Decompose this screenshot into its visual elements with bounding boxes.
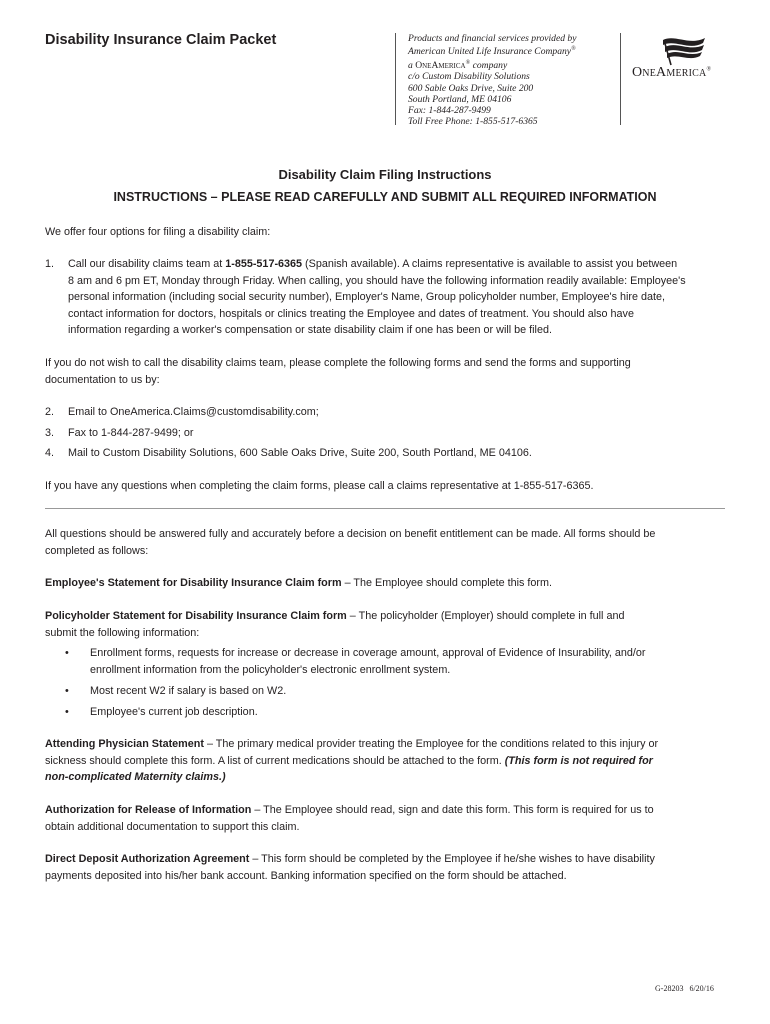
text-run: – The primary medical provider treating the Employee for the conditions related to this injury or (203, 738, 659, 750)
all-questions-paragraph (45, 526, 725, 559)
text-line (45, 802, 725, 819)
intro-text: We offer four options for filing a disability claim: (45, 226, 271, 238)
list-number: 4. (45, 447, 55, 459)
section-divider (45, 508, 725, 509)
text-line: 8 am and 6 pm ET, Monday through Friday. When calling, you should have the following information readily available: Employee's (68, 274, 686, 287)
form-footer (655, 984, 714, 993)
registered-mark: ® (706, 66, 712, 73)
text-line: enrollment information from the policyholder's electronic enrollment system. (90, 663, 451, 676)
provider-line: c/o Custom Disability Solutions (408, 71, 530, 83)
form-name: Direct Deposit Authorization Agreement (45, 853, 250, 865)
form-name: Attending Physician Statement (45, 738, 204, 750)
bullet-glyph: • (65, 706, 69, 718)
flag-logo-icon (657, 34, 709, 66)
registered-mark: ® (465, 59, 471, 66)
text-run: Call our disability claims team at (68, 258, 226, 270)
maternity-note: (This form is not required for (504, 754, 653, 767)
list-text (68, 256, 728, 339)
provider-suffix: company (470, 59, 508, 71)
list-number: 3. (45, 427, 55, 439)
text-line (68, 256, 728, 273)
provider-prefix: a (408, 59, 416, 71)
text-run: – The Employee should complete this form. (341, 577, 553, 589)
provider-line (408, 44, 620, 57)
form-date: 6/20/16 (689, 984, 714, 993)
text-line: information regarding a worker's compensation or state disability claim if one has been or will be filed. (68, 324, 552, 336)
provider-phone: Toll Free Phone: 1-855-517-6365 (408, 116, 538, 128)
logo-wordmark (632, 65, 711, 81)
list-text: Fax to 1-844-287-9499; or (68, 427, 194, 439)
list-number: 1. (45, 258, 55, 270)
maternity-note: non-complicated Maternity claims.) (45, 771, 226, 783)
form-name: Authorization for Release of Information (45, 804, 252, 816)
list-text: Most recent W2 if salary is based on W2. (90, 685, 287, 697)
list-number: 2. (45, 406, 55, 418)
logo-text: OneAmerica (632, 65, 707, 80)
list-text (90, 645, 710, 678)
text-line: contact information for doctors, hospitals or clinics treating the Employee and dates of treatment. You should also have (68, 307, 634, 320)
form-name: Policyholder Statement for Disability Insurance Claim form (45, 610, 347, 622)
text-line (45, 753, 725, 770)
questions-text: If you have any questions when completing the claim forms, please call a claims representative at 1-855-517-6365. (45, 480, 594, 492)
text-line: If you do not wish to call the disability claims team, please complete the following forms and send the forms and supporting (45, 357, 631, 369)
provider-line (408, 58, 620, 71)
provider-line: 600 Sable Oaks Drive, Suite 200 (408, 82, 534, 94)
text-run: (Spanish available). A claims representative is available to assist you between (302, 258, 678, 270)
claims-phone: 1-855-517-6365 (225, 258, 303, 270)
list-text: Employee's current job description. (90, 706, 258, 718)
document-title: Disability Insurance Claim Packet (45, 32, 277, 48)
list-text: Mail to Custom Disability Solutions, 600 Sable Oaks Drive, Suite 200, South Portland, ME 04106. (68, 447, 532, 459)
text-run: – This form should be completed by the Employee if he/she wishes to have disability (249, 853, 655, 865)
text-line: personal information (including social security number), Employer's Name, Group policyholder number, Employee's hire date, (68, 291, 666, 303)
text-line: obtain additional documentation to support this claim. (45, 820, 300, 833)
authorization-paragraph (45, 802, 725, 835)
instructions-heading: INSTRUCTIONS – PLEASE READ CAREFULLY AND SUBMIT ALL REQUIRED INFORMATION (113, 190, 657, 204)
policyholder-statement-paragraph (45, 608, 725, 641)
direct-deposit-paragraph (45, 851, 725, 884)
form-name: Employee's Statement for Disability Insurance Claim form (45, 577, 342, 589)
registered-mark: ® (571, 46, 576, 53)
list-text: Email to OneAmerica.Claims@customdisability.com; (68, 406, 319, 418)
bullet-glyph: • (65, 647, 69, 659)
form-number: G-28203 (655, 984, 684, 993)
provider-brand: OneAmerica (415, 59, 466, 71)
text-line: completed as follows: (45, 544, 149, 557)
text-line: Enrollment forms, requests for increase or decrease in coverage amount, approval of Evidence of Insurability, and/or (90, 647, 646, 659)
text-line: submit the following information: (45, 626, 200, 639)
provider-fax: Fax: 1-844-287-9499 (408, 105, 491, 117)
filing-instructions-heading: Disability Claim Filing Instructions (278, 167, 492, 182)
no-call-paragraph (45, 355, 725, 388)
text-line (45, 608, 725, 625)
text-line (45, 851, 725, 868)
provider-line: South Portland, ME 04106 (408, 93, 512, 105)
text-run: – The Employee should read, sign and date this form. This form is required for us to (251, 804, 654, 816)
text-line (45, 736, 725, 753)
provider-company: American United Life Insurance Company (408, 46, 572, 58)
text-run: – The policyholder (Employer) should complete in full and (346, 610, 625, 622)
text-line: All questions should be answered fully and accurately before a decision on benefit entitlement can be made. All forms should be (45, 528, 656, 540)
text-run: sickness should complete this form. A list of current medications should be attached to the form. (45, 754, 505, 767)
employee-statement-paragraph (45, 575, 725, 592)
physician-statement-paragraph (45, 736, 725, 786)
provider-line: Products and financial services provided by (408, 33, 577, 44)
text-line: payments deposited into his/her bank account. Banking information specified on the form should be attached. (45, 869, 567, 882)
provider-info (395, 33, 621, 128)
bullet-glyph: • (65, 685, 69, 697)
text-line: documentation to us by: (45, 373, 160, 386)
